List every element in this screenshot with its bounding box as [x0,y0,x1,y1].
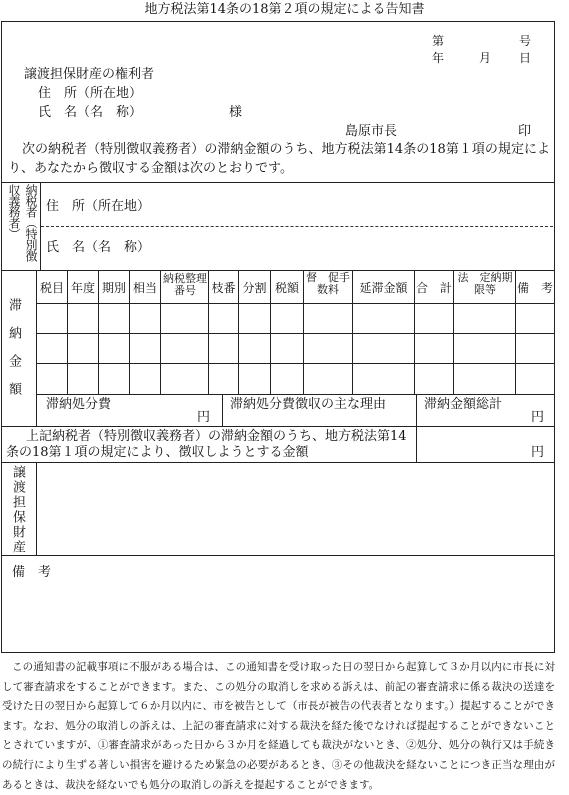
remarks-label: 備 考 [12,565,52,580]
col-header-total: 合 計 [415,281,452,295]
arrears-total-label: 滞納金額総計 [424,397,503,412]
disposal-cost-label: 滞納処分費 [46,397,112,412]
col-header-reminder-fee: 督 促手数料 [306,271,350,296]
col-header-remarks: 備 考 [516,281,553,295]
taxpayer-name-label: 氏 名（名 称） [46,240,151,255]
col-header-installment: 分割 [242,281,267,295]
recipient-address-label: 住 所（所在地） [38,86,143,101]
recipient-label: 譲渡担保財産の権利者 [24,67,155,82]
issuer-mayor: 島原市長 [345,124,398,139]
col-header-tax-item: 税目 [39,281,64,295]
collateral-side-label: 譲渡担保財産 [10,465,25,555]
collect-amount-yen: 円 [531,445,545,460]
doc-number-suffix: 号 [519,34,532,48]
seal-mark: 印 [518,124,532,139]
intro-text: 次の納税者（特別徴収義務者）の滞納金額のうち、地方税法第14条の18第１項の規定により、あなたから徴収する金額は次のとおりです。 [8,142,550,176]
page-title: 地方税法第14条の18第２項の規定による告知書 [144,2,425,17]
date-day: 日 [519,51,532,65]
doc-number-label: 第 [432,34,445,48]
date-month: 月 [479,51,492,65]
appeal-notice: この通知書の記載事項に不服がある場合は、この通知書を受け取った日の翌日から起算して３か月以内に市長に対して審査請求をすることができます。また、この処分の取消しを求める訴えは、前記の審査請求に係る裁決の送達を受けた日の翌日から起算して６か月以内に、市を被告として（市長が被告の代表者となります。）提起することができます。なお、処分の取消しの訴えは、上記の審査請求に対する裁決を経た後でなければ提起することができないこととされていますが、①審査請求があった日から３か月を経過しても裁決がないとき、②処分、処分の執行又は手続きの続行により生ずる著しい損害を避けるため緊急の必要があるとき、③その他裁決を経ないことにつき正当な理由があるときは、裁決を経ないでも処分の取消しの訴えを提起することができます。 [2,661,555,791]
collect-amount-text: 上記納税者（特別徴収義務者）の滞納金額のうち、地方税法第14条の18第１項の規定により、徴収しようとする金額 [6,429,407,460]
taxpayer-side-label: 納税者（特別徴収義務者） [7,184,38,261]
arrears-side-label: 滞納金額 [6,298,21,410]
disposal-cost-yen: 円 [197,410,211,425]
disposal-reason-label: 滞納処分費徴収の主な理由 [230,397,387,412]
col-header-period: 期別 [101,281,126,295]
arrears-total-yen: 円 [531,410,545,425]
col-header-year: 年度 [70,281,95,295]
col-header-branch: 枝番 [211,281,236,295]
taxpayer-address-label: 住 所（所在地） [46,199,151,214]
honorific: 様 [229,105,243,120]
col-header-tax-number: 納税整理番号 [163,272,207,297]
col-header-late-charge: 延滞金額 [359,281,408,295]
col-header-tax-amount: 税額 [274,281,299,295]
col-header-due-date: 法 定納期限等 [457,271,513,296]
col-header-equivalent: 相当 [132,281,157,295]
date-year: 年 [432,51,445,65]
recipient-name-label: 氏 名（名 称） [38,105,143,120]
